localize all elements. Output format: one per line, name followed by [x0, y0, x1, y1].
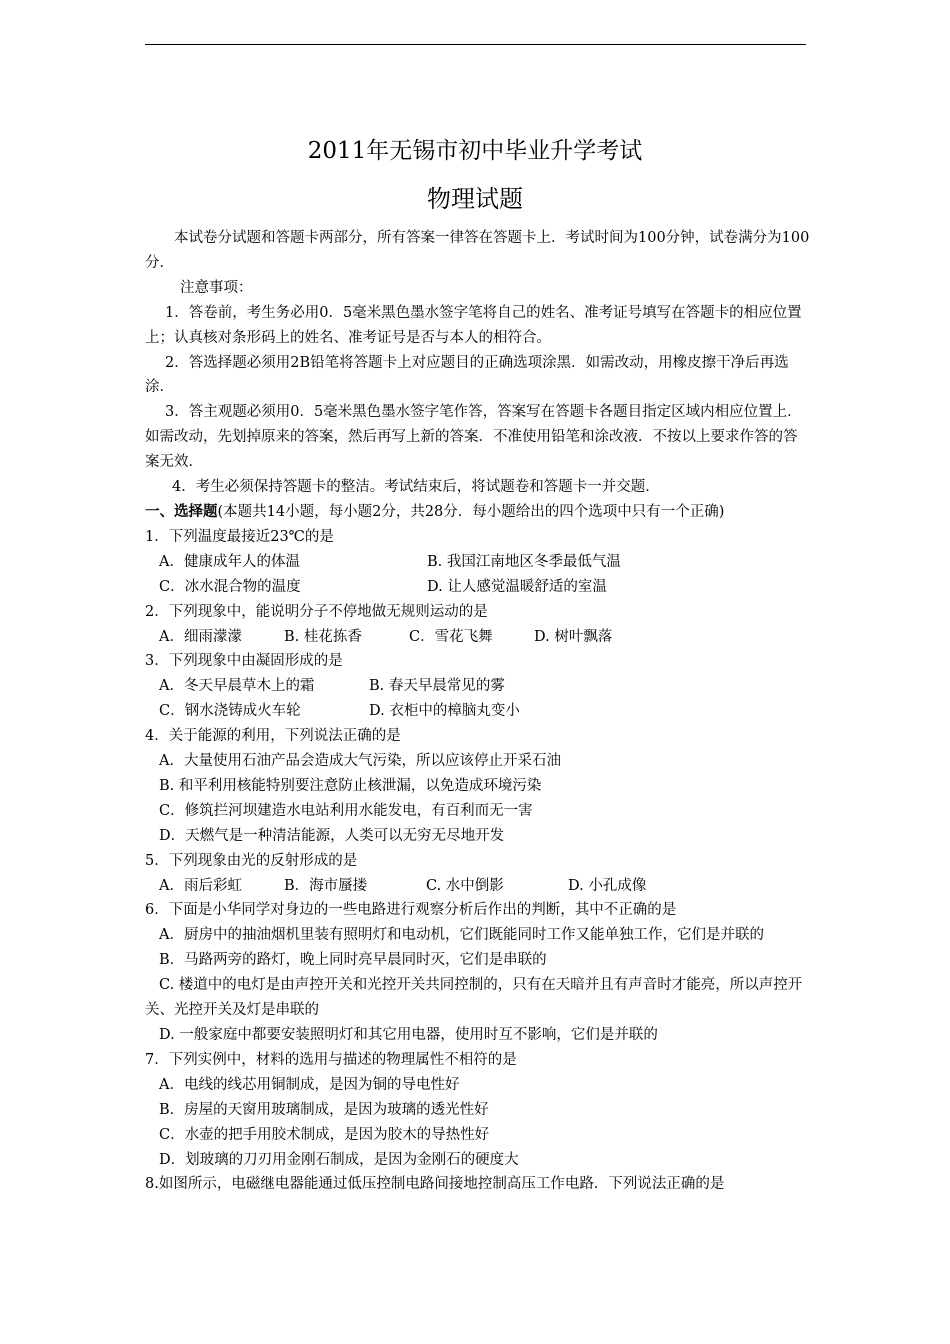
- option: B．房屋的天窗用玻璃制成，是因为玻璃的透光性好: [159, 1101, 489, 1118]
- page-title: 2011年无锡市初中毕业升学考试: [307, 138, 643, 164]
- option-row: [145, 674, 810, 699]
- option-row: [145, 575, 810, 600]
- option: D. 树叶飘落: [534, 628, 613, 645]
- option: B. 和平利用核能特别要注意防止核泄漏，以免造成环境污染: [159, 777, 542, 794]
- option: C．冰水混合物的温度: [159, 578, 301, 595]
- notice-item: 2．答选择题必须用2B铅笔将答题卡上对应题目的正确选项涂黑．如需改动，用橡皮擦干净后再选涂．: [145, 354, 789, 396]
- option: C. 水中倒影: [426, 877, 504, 894]
- option: C．钢水浇铸成火车轮: [159, 703, 301, 720]
- option: C. 楼道中的电灯是由声控开关和光控开关共同控制的，只有在天暗并且有声音时才能亮，所以声控开关、光控开关及灯是串联的: [145, 977, 803, 1019]
- section-desc: (本题共14小题，每小题2分，共28分．每小题给出的四个选项中只有一个正确): [217, 503, 725, 520]
- page-subtitle: 物理试题: [427, 185, 523, 213]
- question-stem: 7．下列实例中，材料的选用与描述的物理属性不相符的是: [145, 1051, 517, 1068]
- option: A．细雨濛濛: [159, 628, 242, 645]
- option: D．划玻璃的刀刃用金刚石制成，是因为金刚石的硬度大: [159, 1151, 519, 1168]
- option: A．厨房中的抽油烟机里装有照明灯和电动机，它们既能同时工作又能单独工作，它们是并联的: [159, 927, 764, 944]
- exam-body: [145, 226, 810, 1197]
- option: A．冬天早晨草木上的霜: [159, 678, 315, 695]
- option: B. 桂花拣香: [284, 628, 362, 645]
- header-rule: [145, 44, 806, 45]
- option-row: [145, 874, 810, 899]
- option: D. 一般家庭中都要安装照明灯和其它用电器，使用时互不影响，它们是并联的: [159, 1027, 658, 1043]
- option-row: [145, 550, 810, 575]
- notice-label: 注意事项：: [180, 279, 253, 296]
- question-stem: 1．下列温度最接近23℃的是: [145, 528, 334, 545]
- question-stem: 2．下列现象中，能说明分子不停地做无规则运动的是: [145, 603, 488, 620]
- notice-item: 1．答卷前，考生务必用0．5毫米黑色墨水签字笔将自己的姓名、准考证号填写在答题卡的相应位置上；认真核对条形码上的姓名、准考证号是否与本人的相符合。: [145, 304, 802, 346]
- option: D．天燃气是一种清洁能源，人类可以无穷无尽地开发: [159, 827, 505, 844]
- question-stem: 3．下列现象中由凝固形成的是: [145, 653, 343, 670]
- option: B. 春天早晨常见的雾: [369, 678, 505, 695]
- option: A．雨后彩虹: [159, 877, 242, 894]
- option: A．大量使用石油产品会造成大气污染，所以应该停止开采石油: [159, 753, 561, 770]
- question-stem: 8.如图所示，电磁继电器能通过低压控制电路间接地控制高压工作电路．下列说法正确的是: [145, 1176, 725, 1193]
- option: D. 让人感觉温暖舒适的室温: [427, 578, 607, 595]
- option: D. 小孔成像: [568, 877, 647, 894]
- option: B. 我国江南地区冬季最低气温: [427, 553, 621, 570]
- option: A．健康成年人的体温: [159, 553, 300, 570]
- question-stem: 6．下面是小华同学对身边的一些电路进行观察分析后作出的判断，其中不正确的是: [145, 902, 677, 919]
- option: A．电线的线芯用铜制成，是因为铜的导电性好: [159, 1076, 460, 1093]
- option-row: [145, 699, 810, 724]
- option-row: [145, 625, 810, 650]
- option: C．修筑拦河坝建造水电站利用水能发电，有百利而无一害: [159, 802, 533, 819]
- option: B．马路两旁的路灯，晚上同时亮早晨同时灭，它们是串联的: [159, 952, 547, 969]
- intro-paragraph: 本试卷分试题和答题卡两部分，所有答案一律答在答题卡上．考试时间为100分钟，试卷满分为100分．: [145, 230, 810, 271]
- notice-item: 3．答主观题必须用0．5毫米黑色墨水签字笔作答，答案写在答题卡各题目指定区域内相应位置上．如需改动，先划掉原来的答案，然后再写上新的答案．不准使用铅笔和涂改液．不按以上要求作答的答案无效．: [145, 404, 802, 471]
- option: C．水壶的把手用胶术制成，是因为胶木的导热性好: [159, 1126, 490, 1143]
- option: C．雪花飞舞: [409, 628, 493, 645]
- option: B．海市蜃搂: [284, 877, 368, 894]
- notice-item: 4．考生必须保持答题卡的整洁。考试结束后，将试题卷和答题卡一并交题．: [172, 479, 660, 496]
- question-stem: 5．下列现象由光的反射形成的是: [145, 852, 358, 869]
- section-title: 一、选择题: [145, 502, 218, 520]
- option: D. 衣柜中的樟脑丸变小: [369, 703, 520, 720]
- question-stem: 4．关于能源的利用，下列说法正确的是: [145, 728, 401, 745]
- section-heading: [145, 500, 810, 525]
